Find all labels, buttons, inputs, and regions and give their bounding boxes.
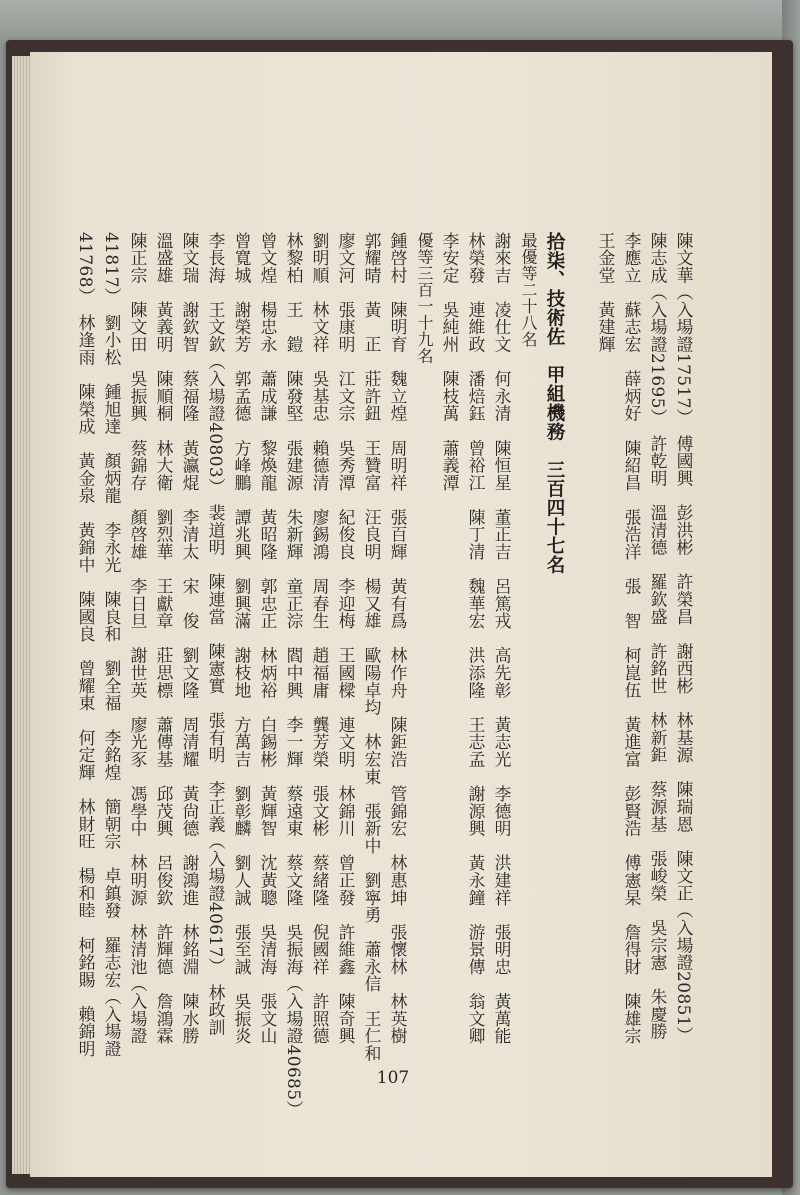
name-column-22: 陳正宗 陳文田 吳振興 蔡錦存 顏啓雄 李日旦 謝世英 廖光豕 馮學中 林明源 林清池（入場證 — [128, 232, 148, 1045]
name-column-3: 李應立 蘇志宏 薛炳好 陳紹昌 張浩洋 張 智 柯崑伍 黃進富 彭賢浩 傅憲杲 詹得財 陳雄宗 — [622, 232, 642, 1045]
name-column-20: 陳文瑞 謝欽智 蔡福隆 黃瀛焜 李清太 宋 俊 劉文隆 周清耀 黃尙德 謝鴻進 林銘淵 陳水勝 — [180, 232, 200, 1045]
name-column-10: 李安定 吳純州 陳枝萬 蕭義潭 — [440, 232, 460, 492]
column-gap — [569, 232, 591, 1062]
name-column-21: 溫盛雄 黃義明 陳順桐 林大衛 劉烈華 王獻章 莊思標 蕭傳基 邱茂興 呂俊欽 許輝德 詹鴻霖 — [154, 232, 174, 1045]
name-column-15: 劉明順 林文祥 吳基忠 賴德清 廖錫鴻 周春生 趙福庸 龔芳榮 張文彬 蔡緒隆 倪國祥 許照德 — [310, 232, 330, 1045]
name-column-17: 曾文煌 楊忠永 蕭成謙 黎煥龍 黃昭隆 郭忠正 林炳裕 白錫彬 黃輝智 沈黃聰 吳清海 張文山 — [258, 232, 278, 1045]
section-heading: 拾柒、技術佐 甲組機務 三百四十七名 — [544, 232, 565, 574]
name-column-18: 曾寬城 謝榮芳 郭孟德 方峰鵬 譚兆興 劉興滿 謝枝地 方萬吉 劉彰麟 劉人誠 張至誠 吳振炎 — [232, 232, 252, 1045]
name-column-14: 廖文河 張康明 江文宗 吳秀潭 紀俊良 李迎梅 王國樑 連文明 林錦川 曾正發 許維鑫 陳奇興 — [336, 232, 356, 1045]
subsection-heading-best: 最優等二十八名 — [519, 232, 538, 348]
name-column-12: 鍾啓村 陳明育 魏立煌 周明祥 張百輝 黃有爲 林作舟 陳鉅浩 管錦宏 林惠坤 張懷林 林英樹 — [388, 232, 408, 1045]
name-column-1: 陳文華（入場證17517） 傅國興 彭洪彬 許榮昌 謝西彬 林基源 陳瑞恩 陳文正（入場證20851） — [674, 232, 694, 1045]
name-column-19: 李長海 王文欽（入場證40803） 裴道明 陳連當 陳憲實 張有明 李正義（入場證40617） 林政訓 — [206, 232, 226, 1036]
name-column-9: 林榮發 連維政 潘焙鈺 曾裕江 陳丁清 魏華宏 洪添隆 王志孟 謝源興 黃永鐘 游景傳 翁文卿 — [466, 232, 486, 1045]
page-number: 107 — [376, 1068, 410, 1088]
name-column-23: 41817） 劉小松 鍾旭達 顏炳龍 李永光 陳良和 劉全福 李銘煌 簡朝宗 卓鎮發 羅志宏（入場證 — [102, 232, 122, 1058]
name-column-2: 陳志成（入場證21695） 許乾明 溫清德 羅欽盛 許銘世 林新鉅 蔡源基 張峻榮 吳宗憲 朱慶勝 — [648, 232, 668, 1041]
name-column-8: 謝來吉 凌仕文 何永清 陳恒星 董正吉 呂篤戎 高先彰 黃志光 李德明 洪建祥 張明忠 黃萬能 — [492, 232, 512, 1045]
name-column-24: 41768） 林逢雨 陳榮成 黃金泉 黃錦中 陳國良 曾耀東 何定輝 林財旺 楊和睦 柯銘賜 賴錦明 — [76, 232, 96, 1058]
name-column-4: 王金堂 黃建輝 — [596, 232, 616, 354]
subsection-heading-good: 優等三百一十九名 — [415, 232, 434, 364]
name-column-13: 郭耀晴 黃 正 莊許鈕 王贊富 汪良明 楊又雄 歐陽卓均 林宏東 張新中 劉寧勇 蕭永信 王仁和 — [362, 232, 382, 1062]
page-edges — [12, 56, 32, 1174]
name-column-16: 林黎柏 王 鎧 陳發堅 張建源 朱新輝 童正淙 閻中興 李一輝 蔡遠東 蔡文隆 吳振海（入場證40685） — [284, 232, 304, 1118]
